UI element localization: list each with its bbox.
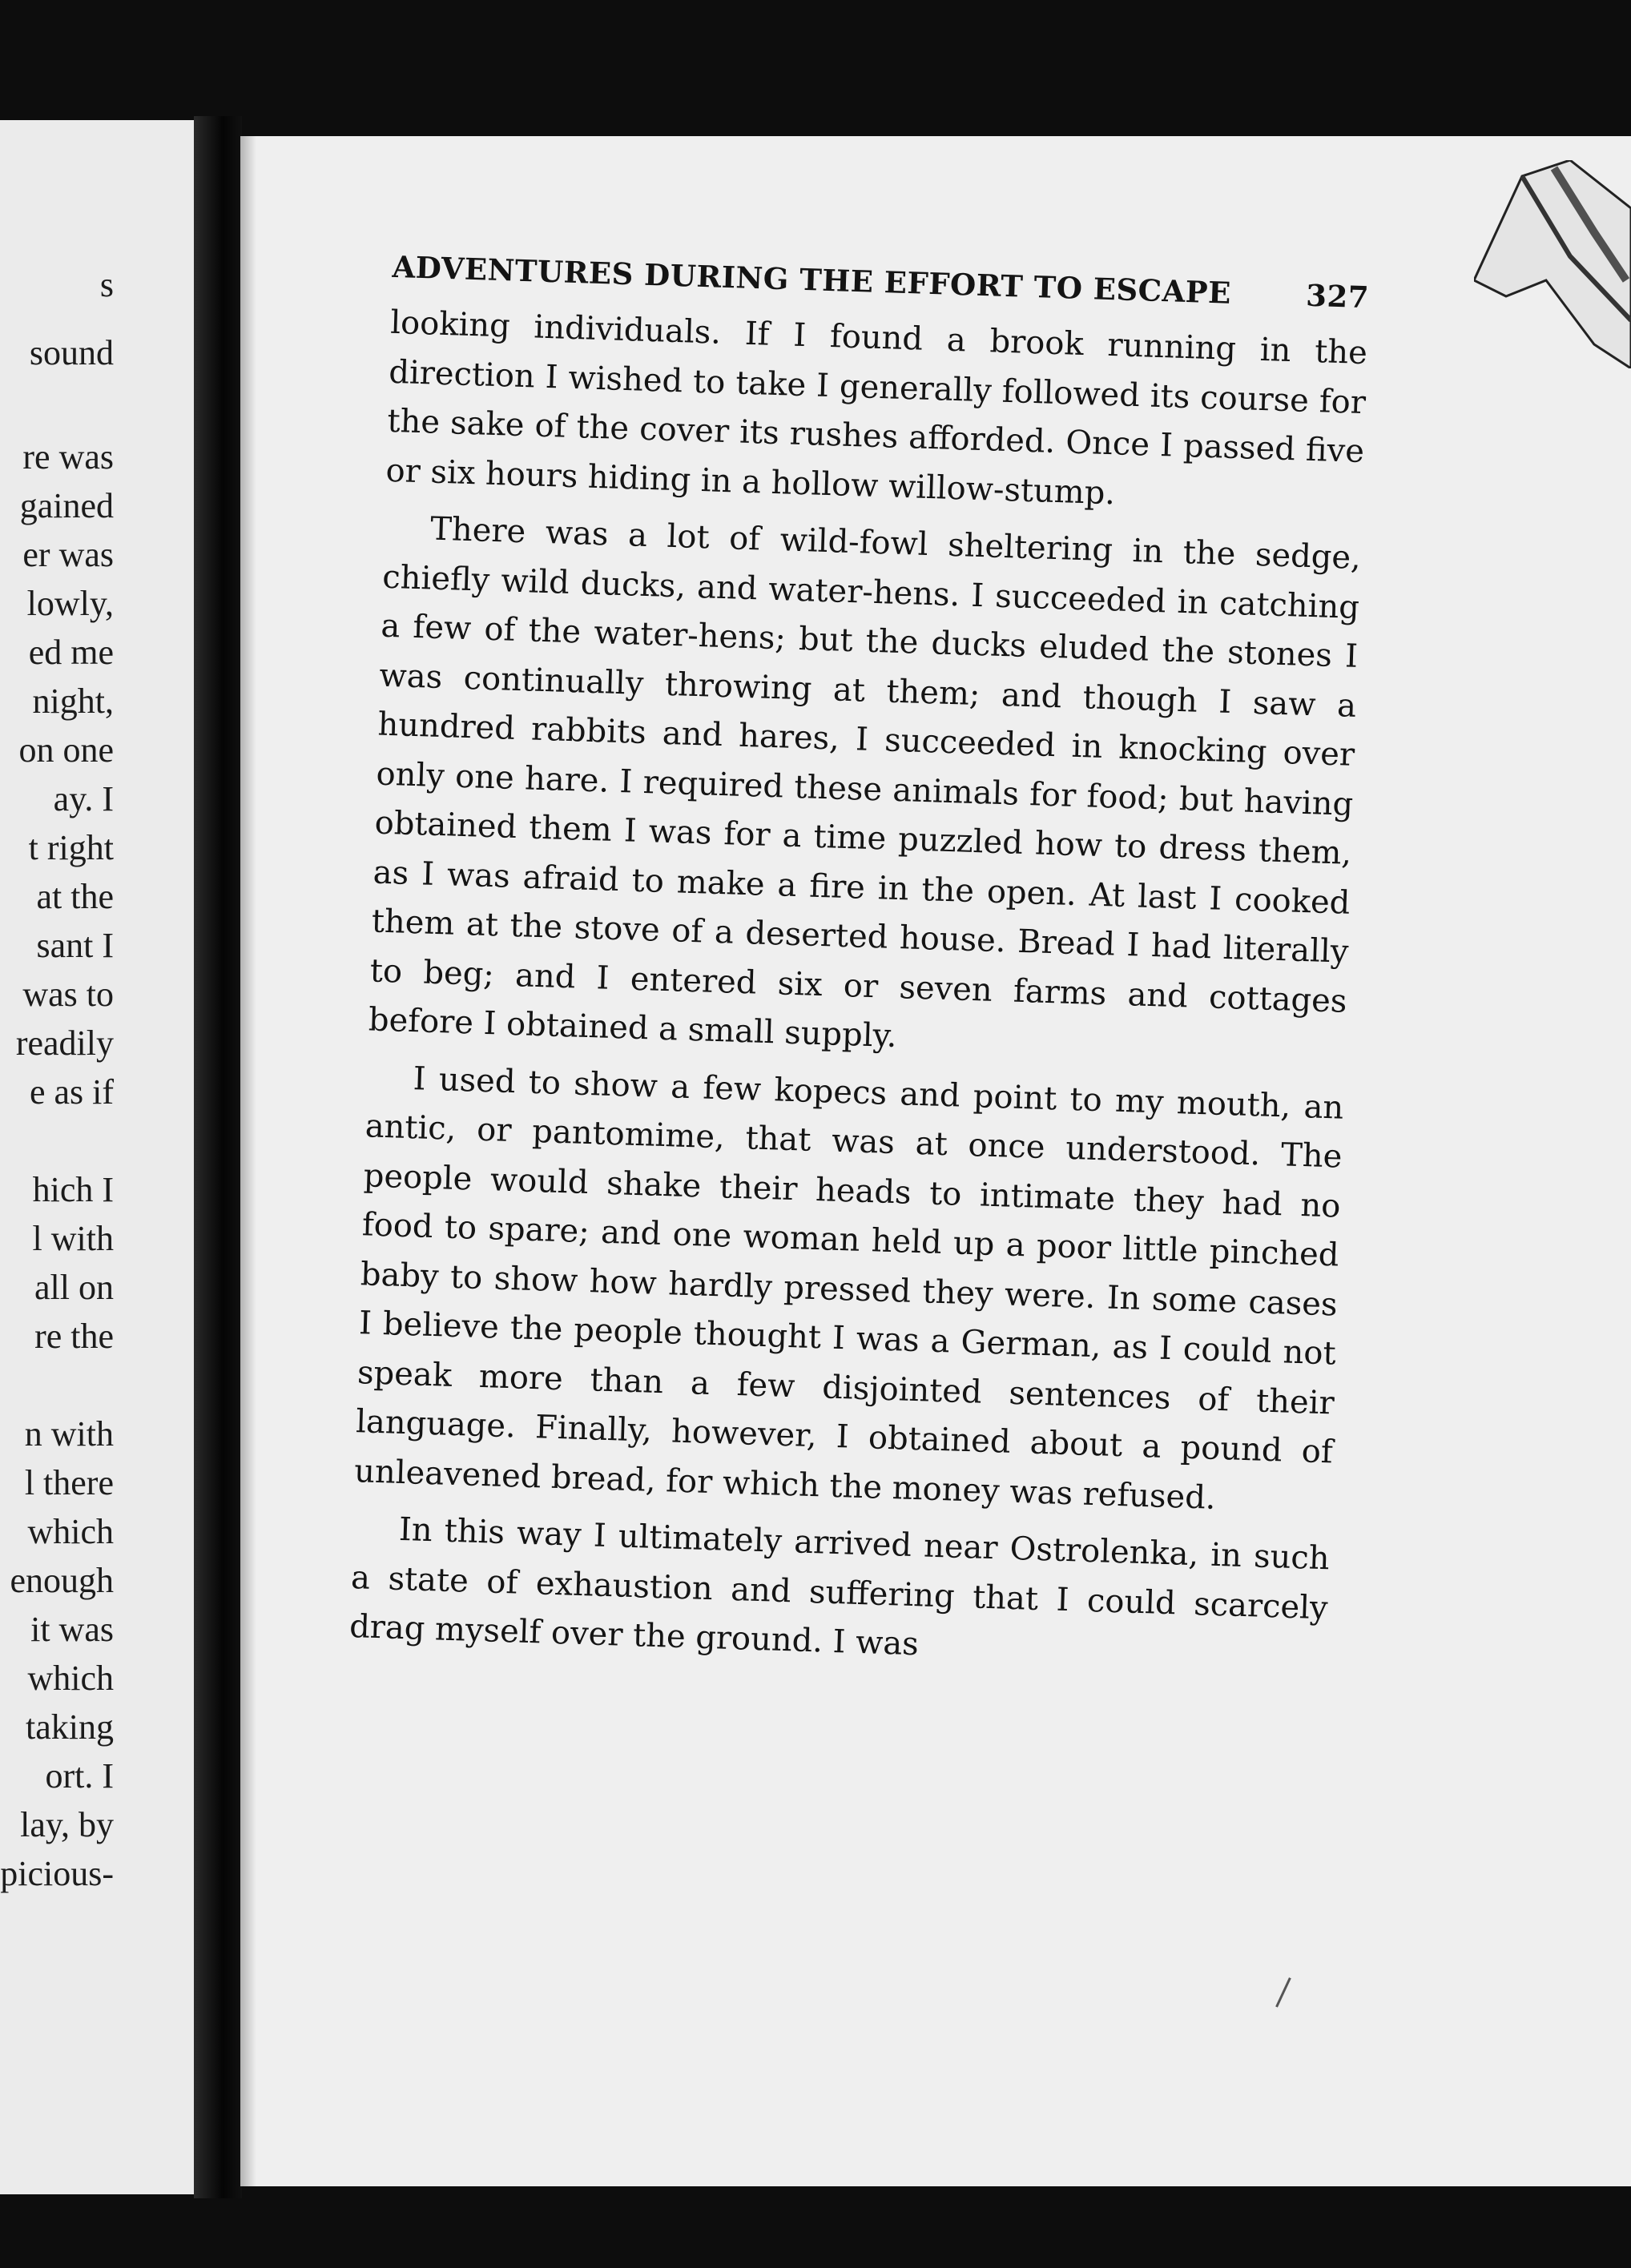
left-page-line: which xyxy=(27,1512,114,1551)
paragraph: There was a lot of wild-fowl sheltering in the sedge, chiefly wild ducks, and water-hens. I succeeded in catching a few of the water-hens; but the ducks eluded the stones I was continually throwing at them; and though I saw a hundred rabbits and hares, I succeeded in knocking over only one hare. I required these animals for food; but having obtained them I was for a time puzzled how to dress them, as I was afraid to make a fire in the open. At last I cooked them at the stove of a deserted house. Bread I had literally to beg; and I entered six or seven farms and cottages before I obtained a small supply. xyxy=(368,510,1362,1056)
left-page-line: enough xyxy=(10,1561,114,1600)
left-page-line: re the xyxy=(34,1317,114,1356)
left-page-line: sound xyxy=(29,333,114,372)
left-page-line: gained xyxy=(19,486,114,525)
left-page-line: sant I xyxy=(36,926,114,965)
left-page-line: l there xyxy=(24,1463,114,1502)
paragraph: In this way I ultimately arrived near Ostrolenka, in such a state of exhaustion and suffering that I could scarcely drag myself over the ground. I was xyxy=(348,1510,1331,1663)
left-page-line: ay. I xyxy=(53,779,114,818)
page-corner-fold xyxy=(1474,160,1631,368)
left-page-line: er was xyxy=(22,535,114,574)
paragraph: looking individuals. If I found a brook running in the direction I wished to take I generally followed its course for the sake of the cover its rushes afforded. Once I passed five or six hours hiding in a hollow willow-stump. xyxy=(385,304,1368,512)
left-page-line: was to xyxy=(22,975,114,1014)
left-page-line: n with xyxy=(24,1414,114,1454)
left-page-line: at the xyxy=(36,877,114,916)
left-page-line: ort. I xyxy=(45,1756,114,1796)
left-page-line: on one xyxy=(18,730,114,770)
page-number: 327 xyxy=(1305,277,1370,316)
left-page-line: night, xyxy=(32,682,114,721)
page-edge-shadow xyxy=(240,136,256,2186)
left-page-line: l with xyxy=(32,1219,114,1258)
left-page-line: ed me xyxy=(28,633,114,672)
left-page-line: readily xyxy=(15,1023,114,1063)
left-page-line: hich I xyxy=(32,1170,114,1209)
left-page-line: which xyxy=(27,1659,114,1698)
book-spine xyxy=(194,116,242,2198)
left-page-line: re was xyxy=(22,437,114,477)
left-page-line: e as if xyxy=(29,1072,114,1112)
paragraph: I used to show a few kopecs and point to my mouth, an antic, or pantomime, that was at once understood. The people would shake their heads to intimate they had no food to spare; and one woman held up a poor little pinched baby to show how hardly pressed they were. In some cases I believe the people thought I was a German, as I could not speak more than a few disjointed sentences of their language. Finally, however, I obtained about a pound of unleavened bread, for which the money was refused. xyxy=(353,1060,1344,1517)
left-page-line: picious- xyxy=(0,1854,114,1893)
running-head-title: ADVENTURES DURING THE EFFORT TO ESCAPE xyxy=(391,248,1232,311)
left-page-line: it was xyxy=(30,1610,114,1649)
page-text-column xyxy=(337,249,1370,2041)
left-page-line: s xyxy=(99,265,114,304)
left-page-line: all on xyxy=(34,1268,114,1307)
left-page-line: t right xyxy=(28,828,114,867)
left-page-line: taking xyxy=(26,1707,114,1747)
left-page-line: lowly, xyxy=(26,584,114,623)
left-page-line: lay, by xyxy=(20,1805,114,1844)
